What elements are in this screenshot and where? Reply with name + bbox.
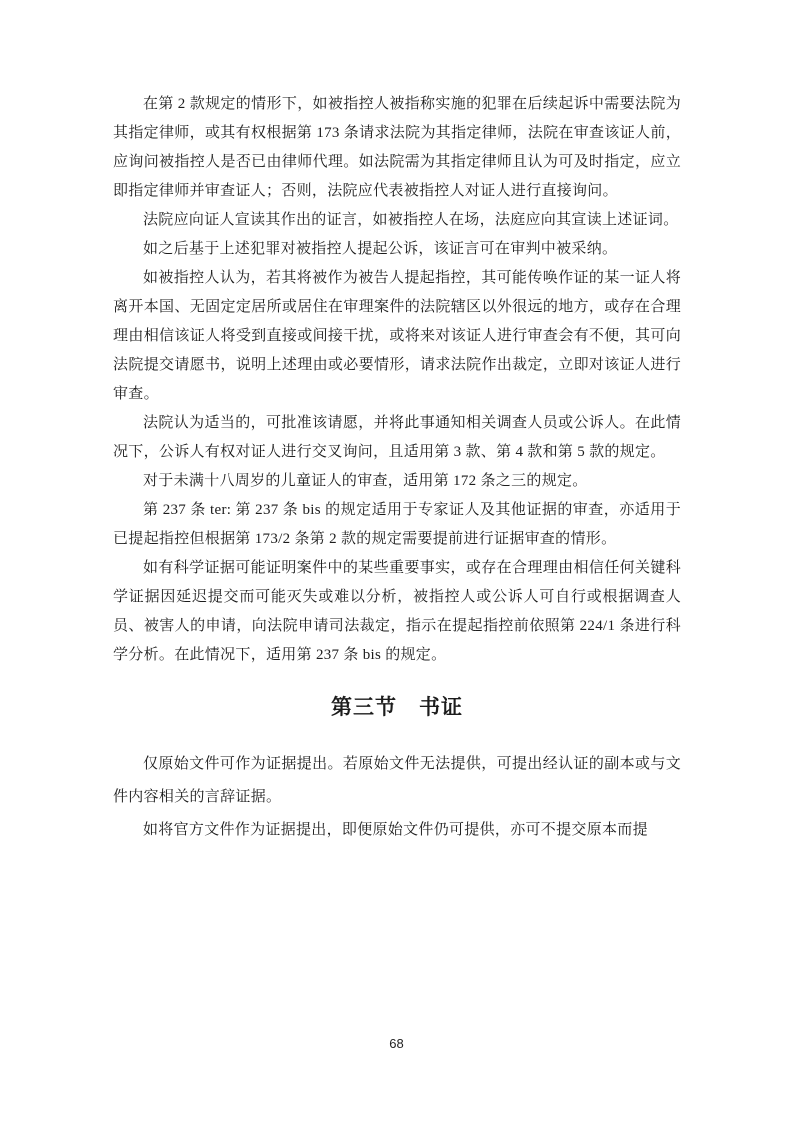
- paragraph-8: 如有科学证据可能证明案件中的某些重要事实，或存在合理理由相信任何关键科学证据因延迟提交而可能灭失或难以分析，被指控人或公诉人可自行或根据调查人员、被害人的申请，向法院申请司法裁定，指示在提起指控前依照第 224/1 条进行科学分析。在此情况下，适用第 237 条 bis 的规定。: [113, 560, 681, 663]
- paragraph-3: 如之后基于上述犯罪对被指控人提起公诉，该证言可在审判中被采纳。: [143, 241, 618, 257]
- paragraph-10: 如将官方文件作为证据提出，即便原始文件仍可提供，亦可不提交原本而提: [143, 822, 648, 838]
- page-content: [113, 90, 681, 847]
- paragraph-2: 法院应向证人宣读其作出的证言，如被指控人在场，法庭应向其宣读上述证词。: [143, 212, 679, 228]
- paragraph-9: 仅原始文件可作为证据提出。若原始文件无法提供，可提出经认证的副本或与文件内容相关的言辞证据。: [113, 756, 681, 805]
- paragraph-7: 第 237 条 ter: 第 237 条 bis 的规定适用于专家证人及其他证据的审查，亦适用于已提起指控但根据第 173/2 条第 2 款的规定需要提前进行证据审查的情形。: [113, 502, 681, 547]
- paragraph-5: 法院认为适当的，可批准该请愿，并将此事通知相关调查人员或公诉人。在此情况下，公诉人有权对证人进行交叉询问，且适用第 3 款、第 4 款和第 5 款的规定。: [113, 415, 681, 460]
- section-heading: 第三节 书证: [331, 695, 463, 719]
- paragraph-6: 对于未满十八周岁的儿童证人的审查，适用第 172 条之三的规定。: [143, 473, 588, 489]
- page-number: 68: [389, 1036, 404, 1051]
- paragraph-4: 如被指控人认为，若其将被作为被告人提起指控，其可能传唤作证的某一证人将离开本国、无固定定居所或居住在审理案件的法院辖区以外很远的地方，或存在合理理由相信该证人将受到直接或间接干扰，或将来对该证人进行审查会有不便，其可向法院提交请愿书，说明上述理由或必要情形，请求法院作出裁定，立即对该证人进行审查。: [113, 270, 681, 402]
- paragraph-1: 在第 2 款规定的情形下，如被指控人被指称实施的犯罪在后续起诉中需要法院为其指定律师，或其有权根据第 173 条请求法院为其指定律师，法院在审查该证人前，应询问被指控人是否已由律师代理。如法院需为其指定律师且认为可及时指定，应立即指定律师并审查证人；否则，法院应代表被指控人对证人进行直接询问。: [113, 96, 681, 199]
